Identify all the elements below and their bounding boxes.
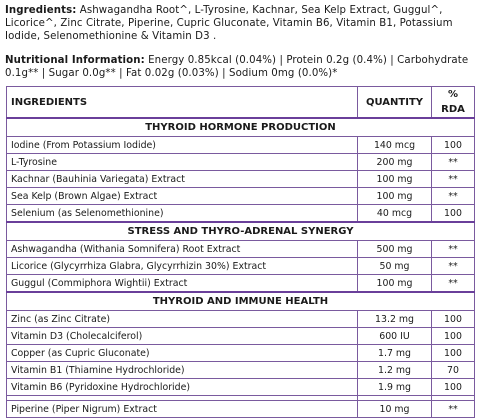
ingredient-name: Sea Kelp (Brown Algae) Extract xyxy=(7,188,358,205)
table-row xyxy=(7,328,475,345)
header-quantity: QUANTITY xyxy=(358,87,432,119)
ingredient-quantity: 140 mcg xyxy=(358,137,432,154)
section-row xyxy=(7,118,475,137)
table-header-row xyxy=(7,87,475,119)
ingredient-name: Copper (as Cupric Gluconate) xyxy=(7,345,358,362)
ingredient-name: Zinc (as Zinc Citrate) xyxy=(7,311,358,328)
ingredient-name: Iodine (From Potassium Iodide) xyxy=(7,137,358,154)
table-row xyxy=(7,171,475,188)
ingredient-rda: 100 xyxy=(432,205,475,223)
table-row xyxy=(7,345,475,362)
ingredient-quantity: 10 mg xyxy=(358,401,432,418)
ingredient-quantity: 600 IU xyxy=(358,328,432,345)
section-row xyxy=(7,292,475,311)
ingredient-name: Ashwagandha (Withania Somnifera) Root Extract xyxy=(7,241,358,258)
supplement-facts-table xyxy=(6,86,475,418)
ingredient-rda: ** xyxy=(432,258,475,275)
table-row xyxy=(7,188,475,205)
nutrition-label: Nutritional Information: xyxy=(5,55,145,66)
ingredient-name: Vitamin D3 (Cholecalciferol) xyxy=(7,328,358,345)
ingredient-rda: 100 xyxy=(432,137,475,154)
table-row xyxy=(7,379,475,396)
section-title: THYROID HORMONE PRODUCTION xyxy=(7,118,475,137)
section-title: THYROID AND IMMUNE HEALTH xyxy=(7,292,475,311)
section-title: STRESS AND THYRO-ADRENAL SYNERGY xyxy=(7,222,475,241)
ingredient-quantity: 1.2 mg xyxy=(358,362,432,379)
nutrition-paragraph xyxy=(5,54,477,80)
table-row xyxy=(7,154,475,171)
ingredient-rda: ** xyxy=(432,401,475,418)
ingredient-name: Piperine (Piper Nigrum) Extract xyxy=(7,401,358,418)
ingredient-quantity: 50 mg xyxy=(358,258,432,275)
nutrition-text: Energy 0.85kcal (0.04%) | Protein 0.2g (0.4%) | Carbohydrate 0.1g** | Sugar 0.0g** | Fat 0.02g (0.03%) | Sodium 0mg (0.0%)* xyxy=(5,55,469,79)
ingredient-quantity: 100 mg xyxy=(358,171,432,188)
ingredients-text: Ashwagandha Root^, L-Tyrosine, Kachnar, Sea Kelp Extract, Guggul^, Licorice^, Zinc Citrate, Piperine, Cupric Gluconate, Vitamin B6, Vitamin B1, Potassium Iodide, Selenomethionine & Vitamin D3 . xyxy=(5,5,453,42)
table-row xyxy=(7,241,475,258)
ingredient-rda: ** xyxy=(432,275,475,293)
table-row xyxy=(7,258,475,275)
ingredient-quantity: 1.9 mg xyxy=(358,379,432,396)
ingredient-name: Guggul (Commiphora Wightii) Extract xyxy=(7,275,358,293)
ingredient-quantity: 40 mcg xyxy=(358,205,432,223)
table-row xyxy=(7,137,475,154)
ingredient-rda: ** xyxy=(432,154,475,171)
ingredient-rda: 70 xyxy=(432,362,475,379)
ingredient-name: Vitamin B1 (Thiamine Hydrochloride) xyxy=(7,362,358,379)
header-rda: % RDA xyxy=(432,87,475,119)
ingredient-quantity: 500 mg xyxy=(358,241,432,258)
ingredient-name: L-Tyrosine xyxy=(7,154,358,171)
ingredient-name: Kachnar (Bauhinia Variegata) Extract xyxy=(7,171,358,188)
ingredients-label: Ingredients: xyxy=(5,5,77,16)
ingredient-quantity: 100 mg xyxy=(358,188,432,205)
ingredient-quantity: 200 mg xyxy=(358,154,432,171)
ingredient-quantity: 13.2 mg xyxy=(358,311,432,328)
ingredient-name: Selenium (as Selenomethionine) xyxy=(7,205,358,223)
table-row xyxy=(7,311,475,328)
ingredient-quantity: 100 mg xyxy=(358,275,432,293)
ingredient-rda: ** xyxy=(432,171,475,188)
ingredient-rda: ** xyxy=(432,188,475,205)
ingredient-rda: 100 xyxy=(432,311,475,328)
ingredient-rda: 100 xyxy=(432,379,475,396)
ingredient-name: Licorice (Glycyrrhiza Glabra, Glycyrrhizin 30%) Extract xyxy=(7,258,358,275)
ingredient-rda: 100 xyxy=(432,328,475,345)
ingredient-rda: 100 xyxy=(432,345,475,362)
table-row xyxy=(7,275,475,293)
section-row xyxy=(7,222,475,241)
table-row xyxy=(7,401,475,418)
header-ingredients: INGREDIENTS xyxy=(7,87,358,119)
ingredient-quantity: 1.7 mg xyxy=(358,345,432,362)
ingredients-paragraph xyxy=(5,4,477,43)
ingredient-name: Vitamin B6 (Pyridoxine Hydrochloride) xyxy=(7,379,358,396)
table-row xyxy=(7,205,475,223)
ingredient-rda: ** xyxy=(432,241,475,258)
table-row xyxy=(7,362,475,379)
